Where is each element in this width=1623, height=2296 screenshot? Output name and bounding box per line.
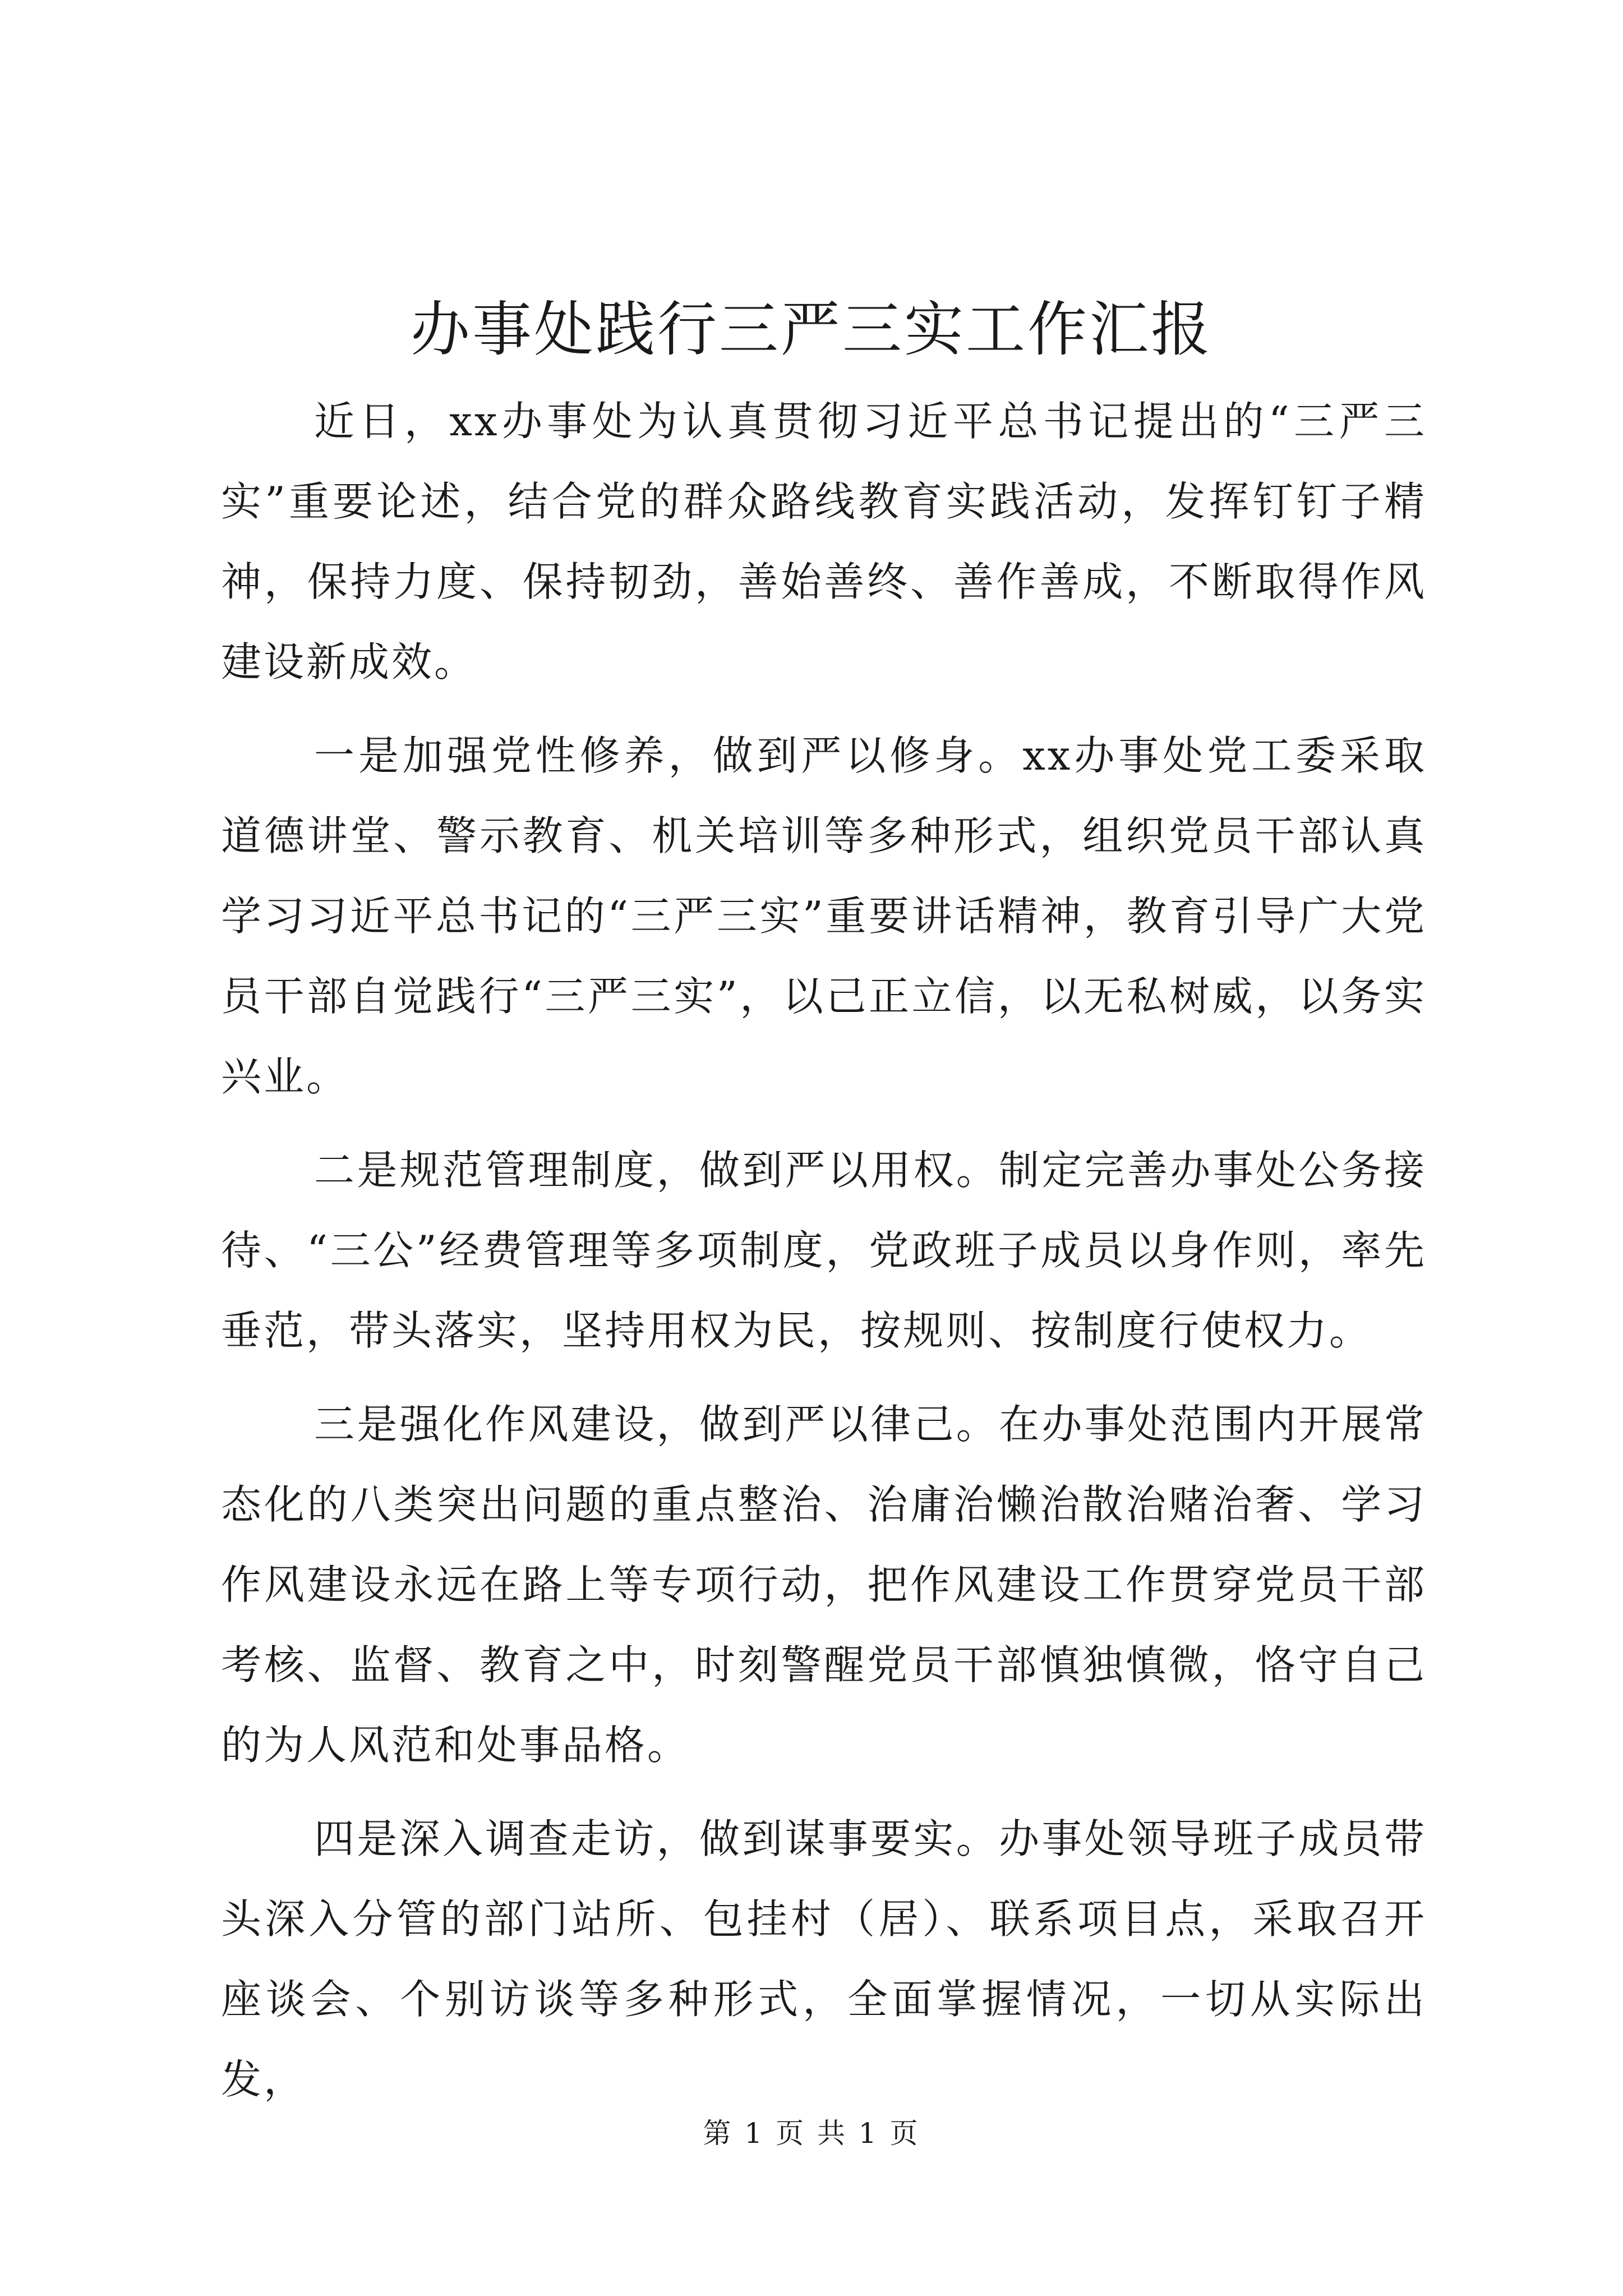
paragraph-point-1: 一是加强党性修养，做到严以修身。xx办事处党工委采取道德讲堂、警示教育、机关培训等多种形式，组织党员干部认真学习习近平总书记的“三严三实”重要讲话精神，教育引导广大党员干部自觉践行“三严三实”，以己正立信，以无私树威，以务实兴业。: [221, 732, 1427, 1100]
page-footer: 第 1 页 共 1 页: [703, 2117, 920, 2150]
paragraph-intro: 近日，xx办事处为认真贯彻习近平总书记提出的“三严三实”重要论述，结合党的群众路线教育实践活动，发挥钉钉子精神，保持力度、保持韧劲，善始善终、善作善成，不断取得作风建设新成效。: [221, 398, 1427, 685]
paragraph-point-3: 三是强化作风建设，做到严以律己。在办事处范围内开展常态化的八类突出问题的重点整治、治庸治懒治散治赌治奢、学习作风建设永远在路上等专项行动，把作风建设工作贯穿党员干部考核、监督、教育之中，时刻警醒党员干部慎独慎微，恪守自己的为人风范和处事品格。: [221, 1401, 1427, 1769]
paragraph-point-4: 四是深入调查走访，做到谋事要实。办事处领导班子成员带头深入分管的部门站所、包挂村（居）、联系项目点，采取召开座谈会、个别访谈等多种形式，全面掌握情况，一切从实际出发，: [221, 1815, 1427, 2103]
paragraph-point-2: 二是规范管理制度，做到严以用权。制定完善办事处公务接待、“三公”经费管理等多项制度，党政班子成员以身作则，率先垂范，带头落实，坚持用权为民，按规则、按制度行使权力。: [221, 1147, 1427, 1354]
document-body: [221, 381, 1427, 2133]
document-title: 办事处践行三严三实工作汇报: [411, 295, 1212, 364]
